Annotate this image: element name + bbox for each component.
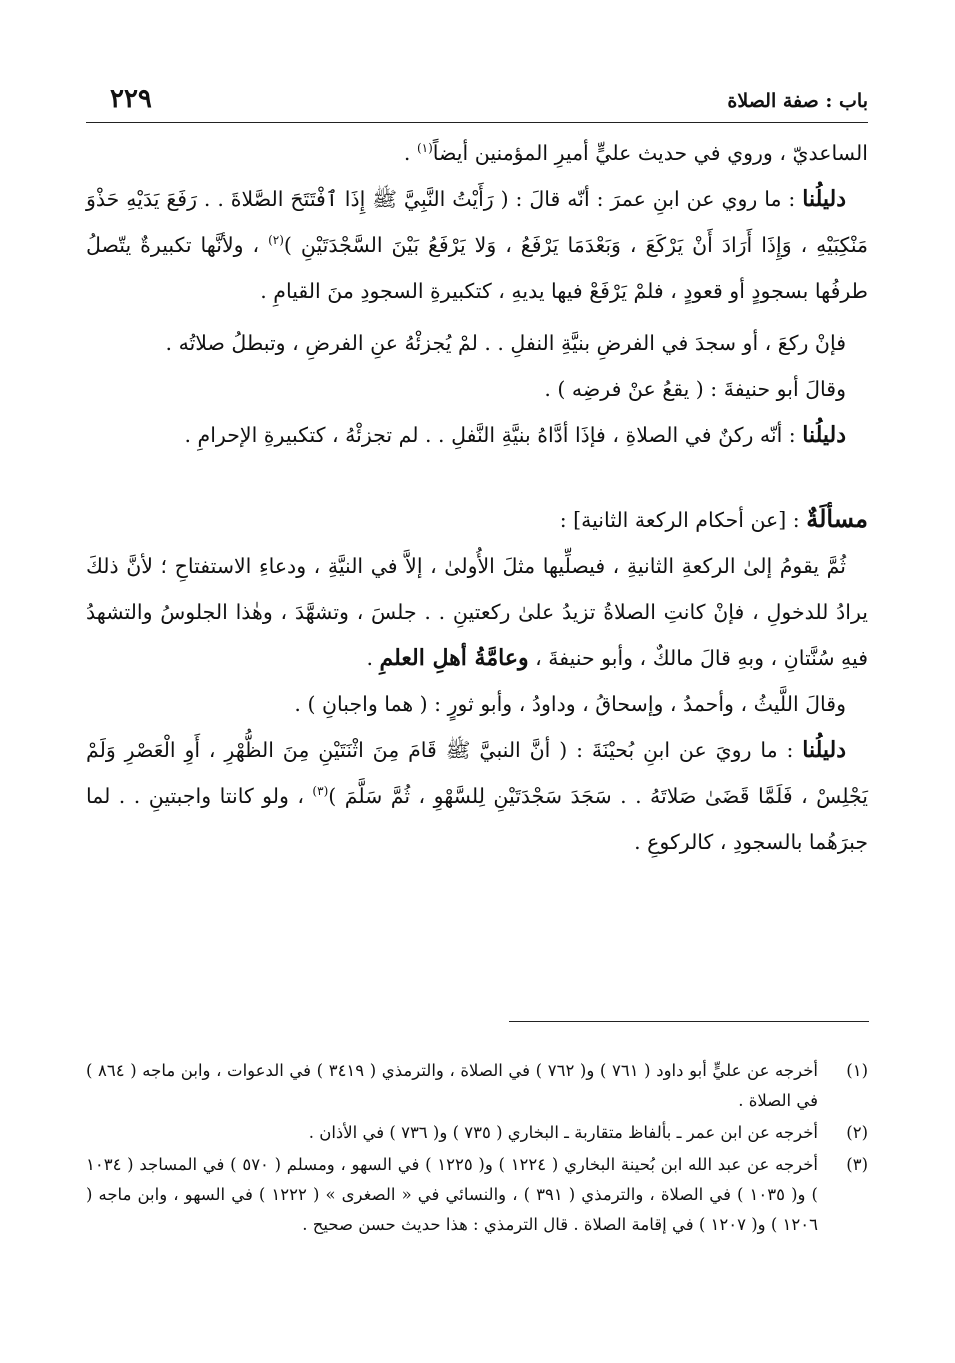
daleeluna-label: دليلُنا	[802, 737, 846, 763]
daleeluna-label: دليلُنا	[802, 186, 846, 212]
footnote-3	[86, 1150, 868, 1240]
footnote-divider	[509, 1021, 869, 1022]
footnotes	[86, 1056, 868, 1242]
paragraph-9-continuation: ، ولو كانتا واجبتينِ . . لما جبرَهُما بالسجودِ ، كالركوعِ .	[86, 784, 868, 854]
footnote-ref-3: (٣)	[312, 784, 329, 799]
paragraph-5	[86, 412, 868, 458]
paragraph-2-intro: : ما روي عن ابنِ عمرَ : أنّه قالَ :	[508, 187, 803, 211]
footnote-number: (٢)	[846, 1123, 868, 1142]
page-number: ٢٢٩	[110, 84, 152, 114]
daleeluna-label: دليلُنا	[802, 422, 846, 448]
hadith-quote: ( أنَّ النبيَّ ﷺ قَامَ مِنَ اثْنَتَيْنِ مِنَ الظُّهْرِ ، أَوِ الْعَصْرِ وَلَمْ يَجْلِسْ ، فَلَمَّا قَضَىٰ صَلاتَهُ . . سَجَدَ سَجْدَتَيْنِ لِلسَّهْوِ ، ثُمَّ سَلَّمَ )	[86, 738, 868, 808]
paragraph-2	[86, 176, 868, 314]
paragraph-1	[86, 130, 868, 176]
paragraph-7-end: .	[366, 646, 380, 670]
paragraph-7-text: ثُمَّ يقومُ إلىٰ الركعةِ الثانيةِ ، فيصلِّيها مثلَ الأُولىٰ ، إلاَّ في النيَّةِ ، ودعاءِ الاستفتاحِ ؛ لأنَّ ذلكَ يرادُ للدخولِ ، فإنْ كانتِ الصلاةُ تزيدُ علىٰ ركعتينِ . . جلسَ ، وتشهَّدَ ، وهٰذا الجلوسُ والتشهدُ فيهِ سُنَّتانِ ، وبهِ قالَ مالكٌ ، وأبو حنيفةَ ،	[86, 554, 868, 670]
footnote-2	[86, 1118, 868, 1148]
masala-heading	[86, 496, 868, 543]
main-text	[86, 130, 868, 865]
footnote-number: (١)	[846, 1061, 868, 1080]
masala-title: : [عن أحكام الركعة الثانية] :	[559, 508, 807, 532]
paragraph-7	[86, 543, 868, 681]
paragraph-1-end: .	[403, 141, 417, 165]
paragraph-8: وقالَ اللَّيثُ ، وأحمدُ ، وإسحاقُ ، وداودُ ، وأبو ثورٍ : ( هما واجبانِ ) .	[294, 692, 846, 716]
paragraph-4: وقالَ أبو حنيفةَ : ( يقعُ عنْ فرضِه ) .	[544, 377, 846, 401]
paragraph-1-text: الساعديّ ، وروي في حديث عليٍّ أميرِ المؤمنين أيضاً	[432, 141, 868, 165]
paragraph-7-bold: وعامَّةُ أهلِ العلمِ	[379, 645, 529, 671]
footnote-1	[86, 1056, 868, 1116]
paragraph-3: فإنْ ركعَ ، أو سجدَ في الفرضِ بنيَّةِ النفلِ . . لمْ يُجزئْهُ عنِ الفرضِ ، وتبطلُ صلاتُه .	[165, 331, 846, 355]
footnote-text: أخرجه عن عليٍّ أبو داود ( ٧٦١ ) و( ٧٦٢ ) في الصلاة ، والترمذي ( ٣٤١٩ ) في الدعوات ، وابن ماجه ( ٨٦٤ ) في الصلاة .	[86, 1061, 818, 1110]
paragraph-2-continuation: ، ولأنَّها تكبيرةٌ يتّصلُ طرفُها بسجودٍ أو قعودٍ ، فلمْ يَرْفَعْ فيها يديهِ ، كتكبيرةِ السجودِ منَ القيامِ .	[86, 233, 868, 303]
footnote-text: أخرجه عن ابن عمر ـ بألفاظ متقاربة ـ البخاري ( ٧٣٥ ) و( ٧٣٦ ) في الأذان .	[308, 1123, 818, 1142]
running-title: باب : صفة الصلاة	[727, 90, 868, 112]
footnote-number: (٣)	[846, 1155, 868, 1174]
footnote-text: أخرجه عن عبد الله ابن بُحينة البخاري ( ١٢٢٤ ) و( ١٢٢٥ ) في السهو ، ومسلم ( ٥٧٠ ) في المساجد ( ١٠٣٤ ) و( ١٠٣٥ ) في الصلاة ، والترمذي ( ٣٩١ ) ، والنسائي في « الصغرى » ( ١٢٢٢ ) في السهو ، وابن ماجه ( ١٢٠٦ ) و( ١٢٠٧ ) في إقامة الصلاة . قال الترمذي : هذا حديث حسن صحيح .	[86, 1155, 819, 1234]
hadith-quote: ( رَأَيْتُ النَّبِيَّ ﷺ إِذَا ٱفْتَتَحَ الصَّلاةَ . . رَفَعَ يَدَيْهِ حَذْوَ مَنْكِبَيْهِ ، وَإِذَا أَرَادَ أَنْ يَرْكَعَ ، وَبَعْدَمَا يَرْفَعُ ، وَلا يَرْفَعُ بَيْنَ السَّجْدَتَيْنِ )	[86, 187, 868, 257]
page-header	[86, 82, 868, 123]
footnote-ref-2: (٢)	[268, 233, 284, 248]
paragraph-9-intro: : ما رويَ عن ابنِ بُحيْنَةَ :	[567, 738, 803, 762]
paragraph-9	[86, 727, 868, 865]
paragraph-5-text: : أنّه ركنٌ في الصلاةِ ، فإذَا أدَّاهُ بنيَّةِ النَّفلِ . . لم تجزئْهُ ، كتكبيرةِ الإحرامِ .	[184, 423, 803, 447]
masala-label: مسألَةٌ	[806, 504, 868, 533]
footnote-ref-1: (١)	[416, 141, 433, 156]
